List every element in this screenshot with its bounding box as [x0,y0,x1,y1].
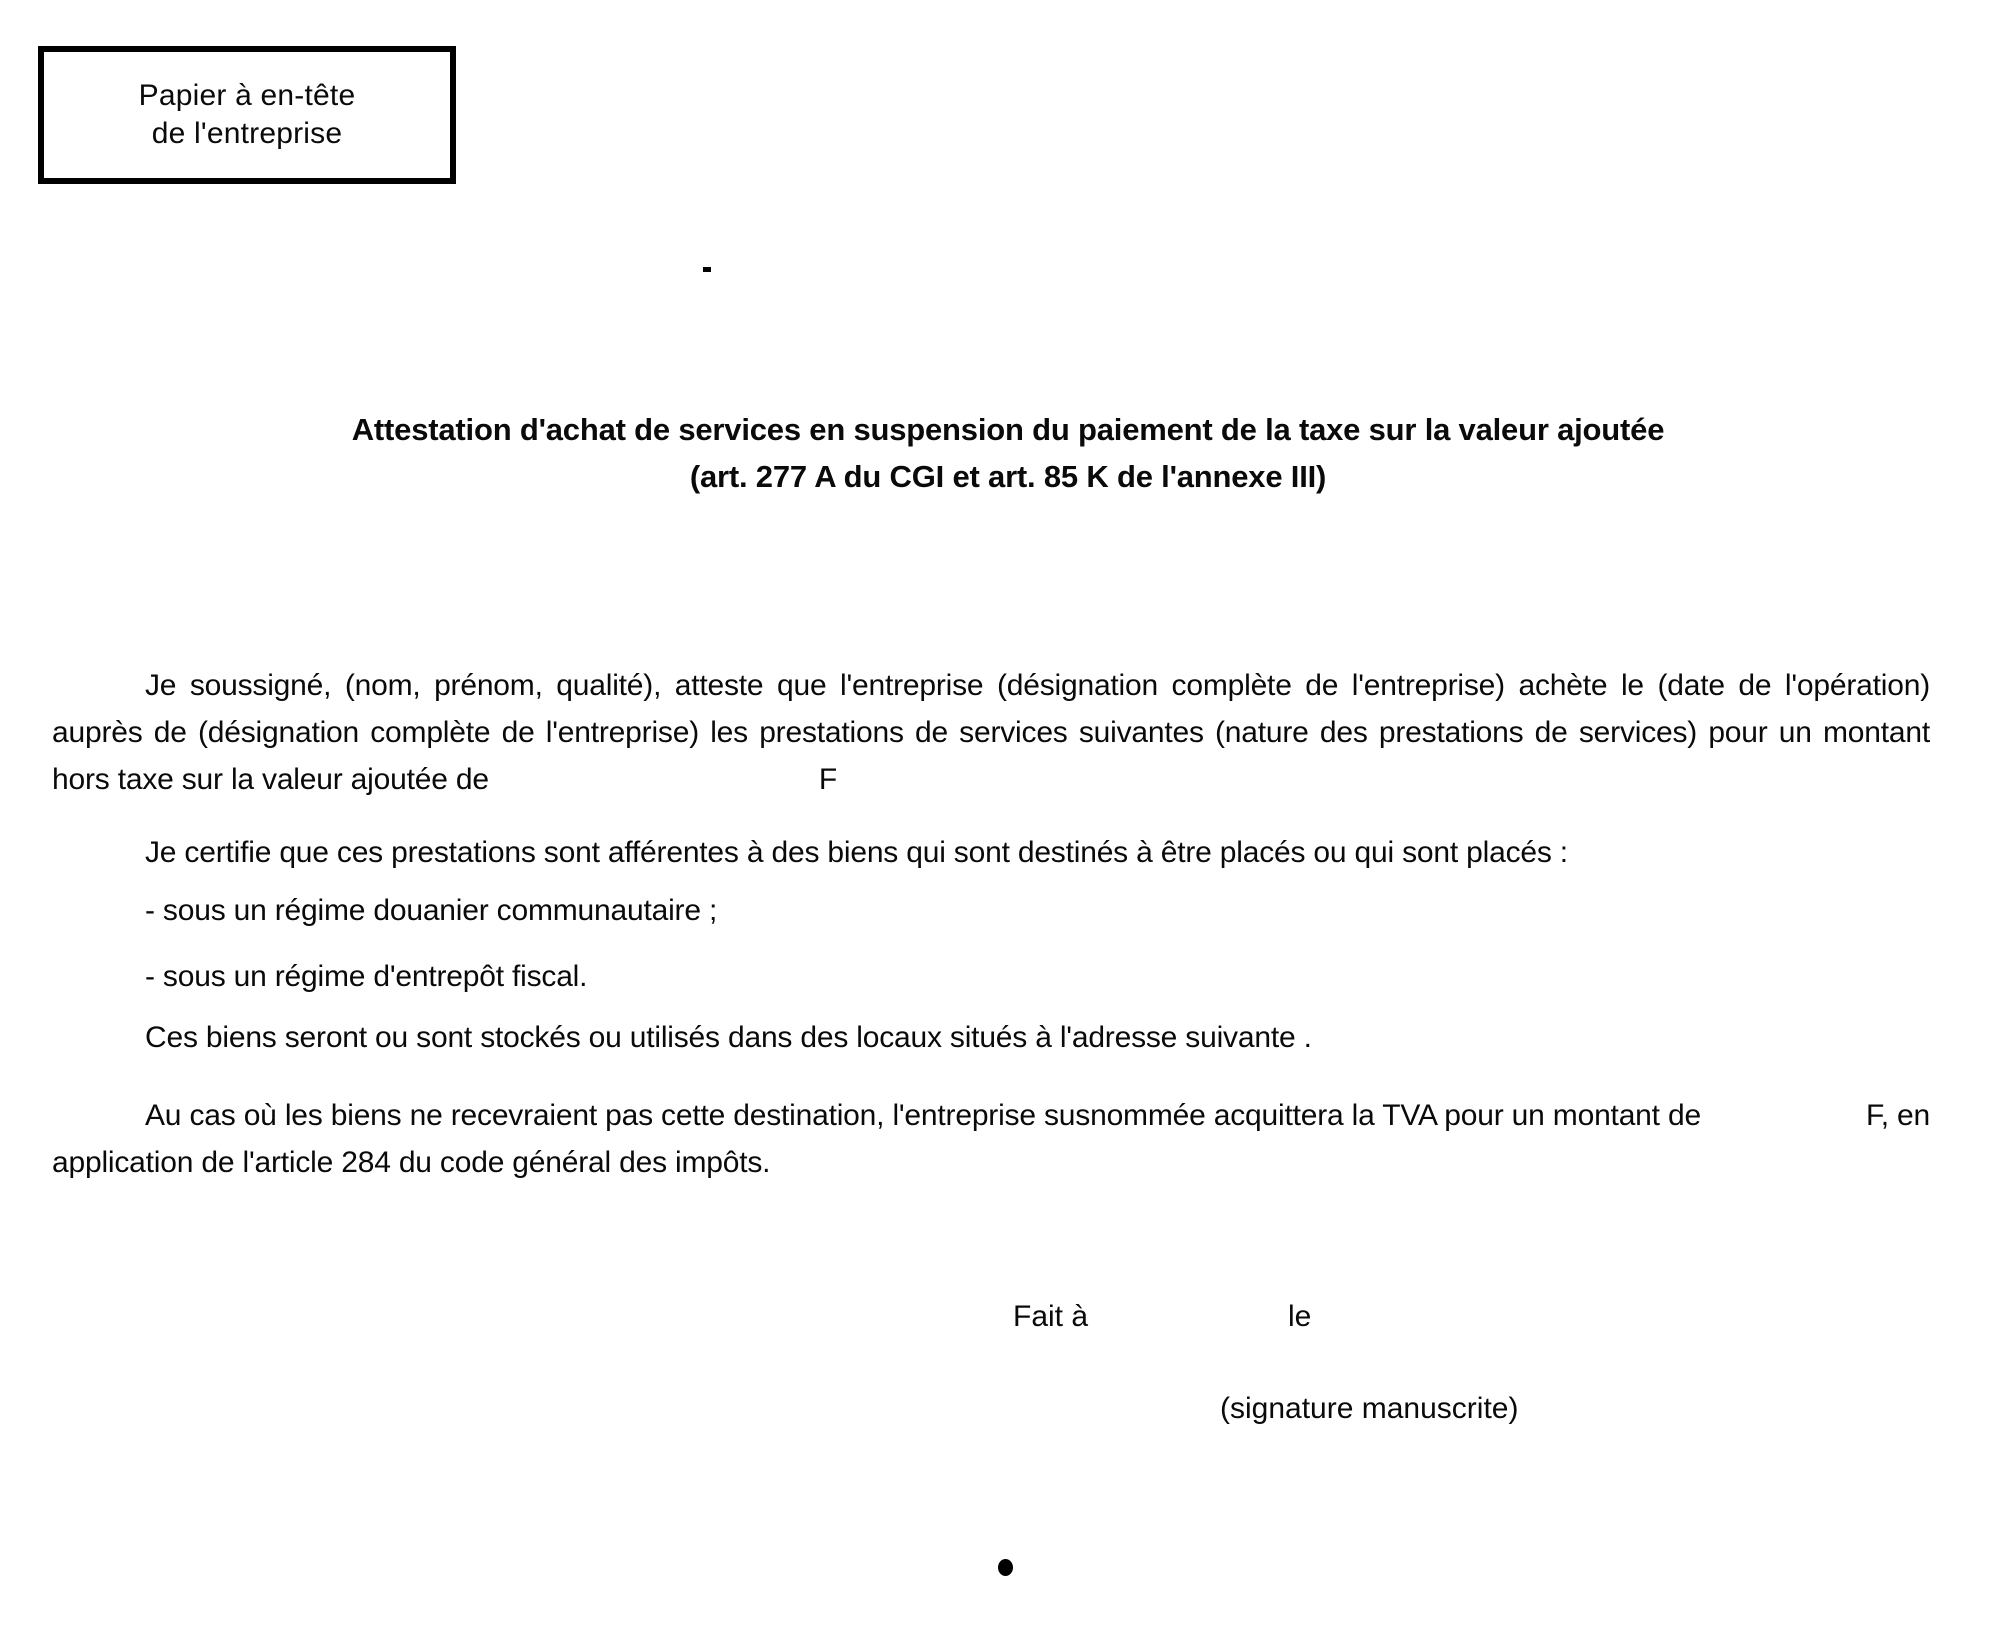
document-title-line1: Attestation d'achat de services en suspension du paiement de la taxe sur la valeur ajoutée [351,412,1665,447]
fait-a-label: Fait à [1013,1300,1089,1333]
letterhead-line1: Papier à en-tête [138,79,356,112]
document-title-line2: (art. 277 A du CGI et art. 85 K de l'annexe III) [689,459,1327,494]
signature-note: (signature manuscrite) [1220,1392,1519,1425]
le-label: le [1288,1300,1312,1333]
paragraph-certifie: Je certifie que ces prestations sont afférentes à des biens qui sont destinés à être placés ou qui sont placés : [145,836,1568,869]
currency-letter: F [818,763,837,796]
bullet-entrepot-fiscal: - sous un régime d'entrepôt fiscal. [145,960,588,993]
bottom-bullet-dot [998,1559,1013,1576]
paragraph-au-cas-ou-text: Au cas où les biens ne recevraient pas cette destination, l'entreprise susnommée acquittera la TVA pour un montant de [145,1099,1701,1132]
document-body [52,662,1930,1186]
document-title [0,406,2016,500]
bullet-regime-douanier: - sous un régime douanier communautaire ; [145,894,718,927]
letterhead-line2: de l'entreprise [151,117,343,150]
paragraph-biens-stockes: Ces biens seront ou sont stockés ou utilisés dans des locaux situés à l'adresse suivante . [145,1021,1312,1054]
letterhead-box [38,46,456,184]
paragraph-soussigne [52,662,1930,803]
paragraph-au-cas-ou [52,1092,1930,1186]
ink-speck [703,267,711,272]
paragraph-au-cas-ou-suite: F, en application de l'article 284 du code général des impôts. [52,1099,1931,1179]
paragraph-soussigne-text: Je soussigné, (nom, prénom, qualité), atteste que l'entreprise (désignation complète de l'entreprise) achète le (date de l'opération) auprès de (désignation complète de l'entreprise) les prestations de services suivantes (nature des prestations de services) pour un montant hors taxe sur la valeur ajoutée de [52,669,1930,796]
